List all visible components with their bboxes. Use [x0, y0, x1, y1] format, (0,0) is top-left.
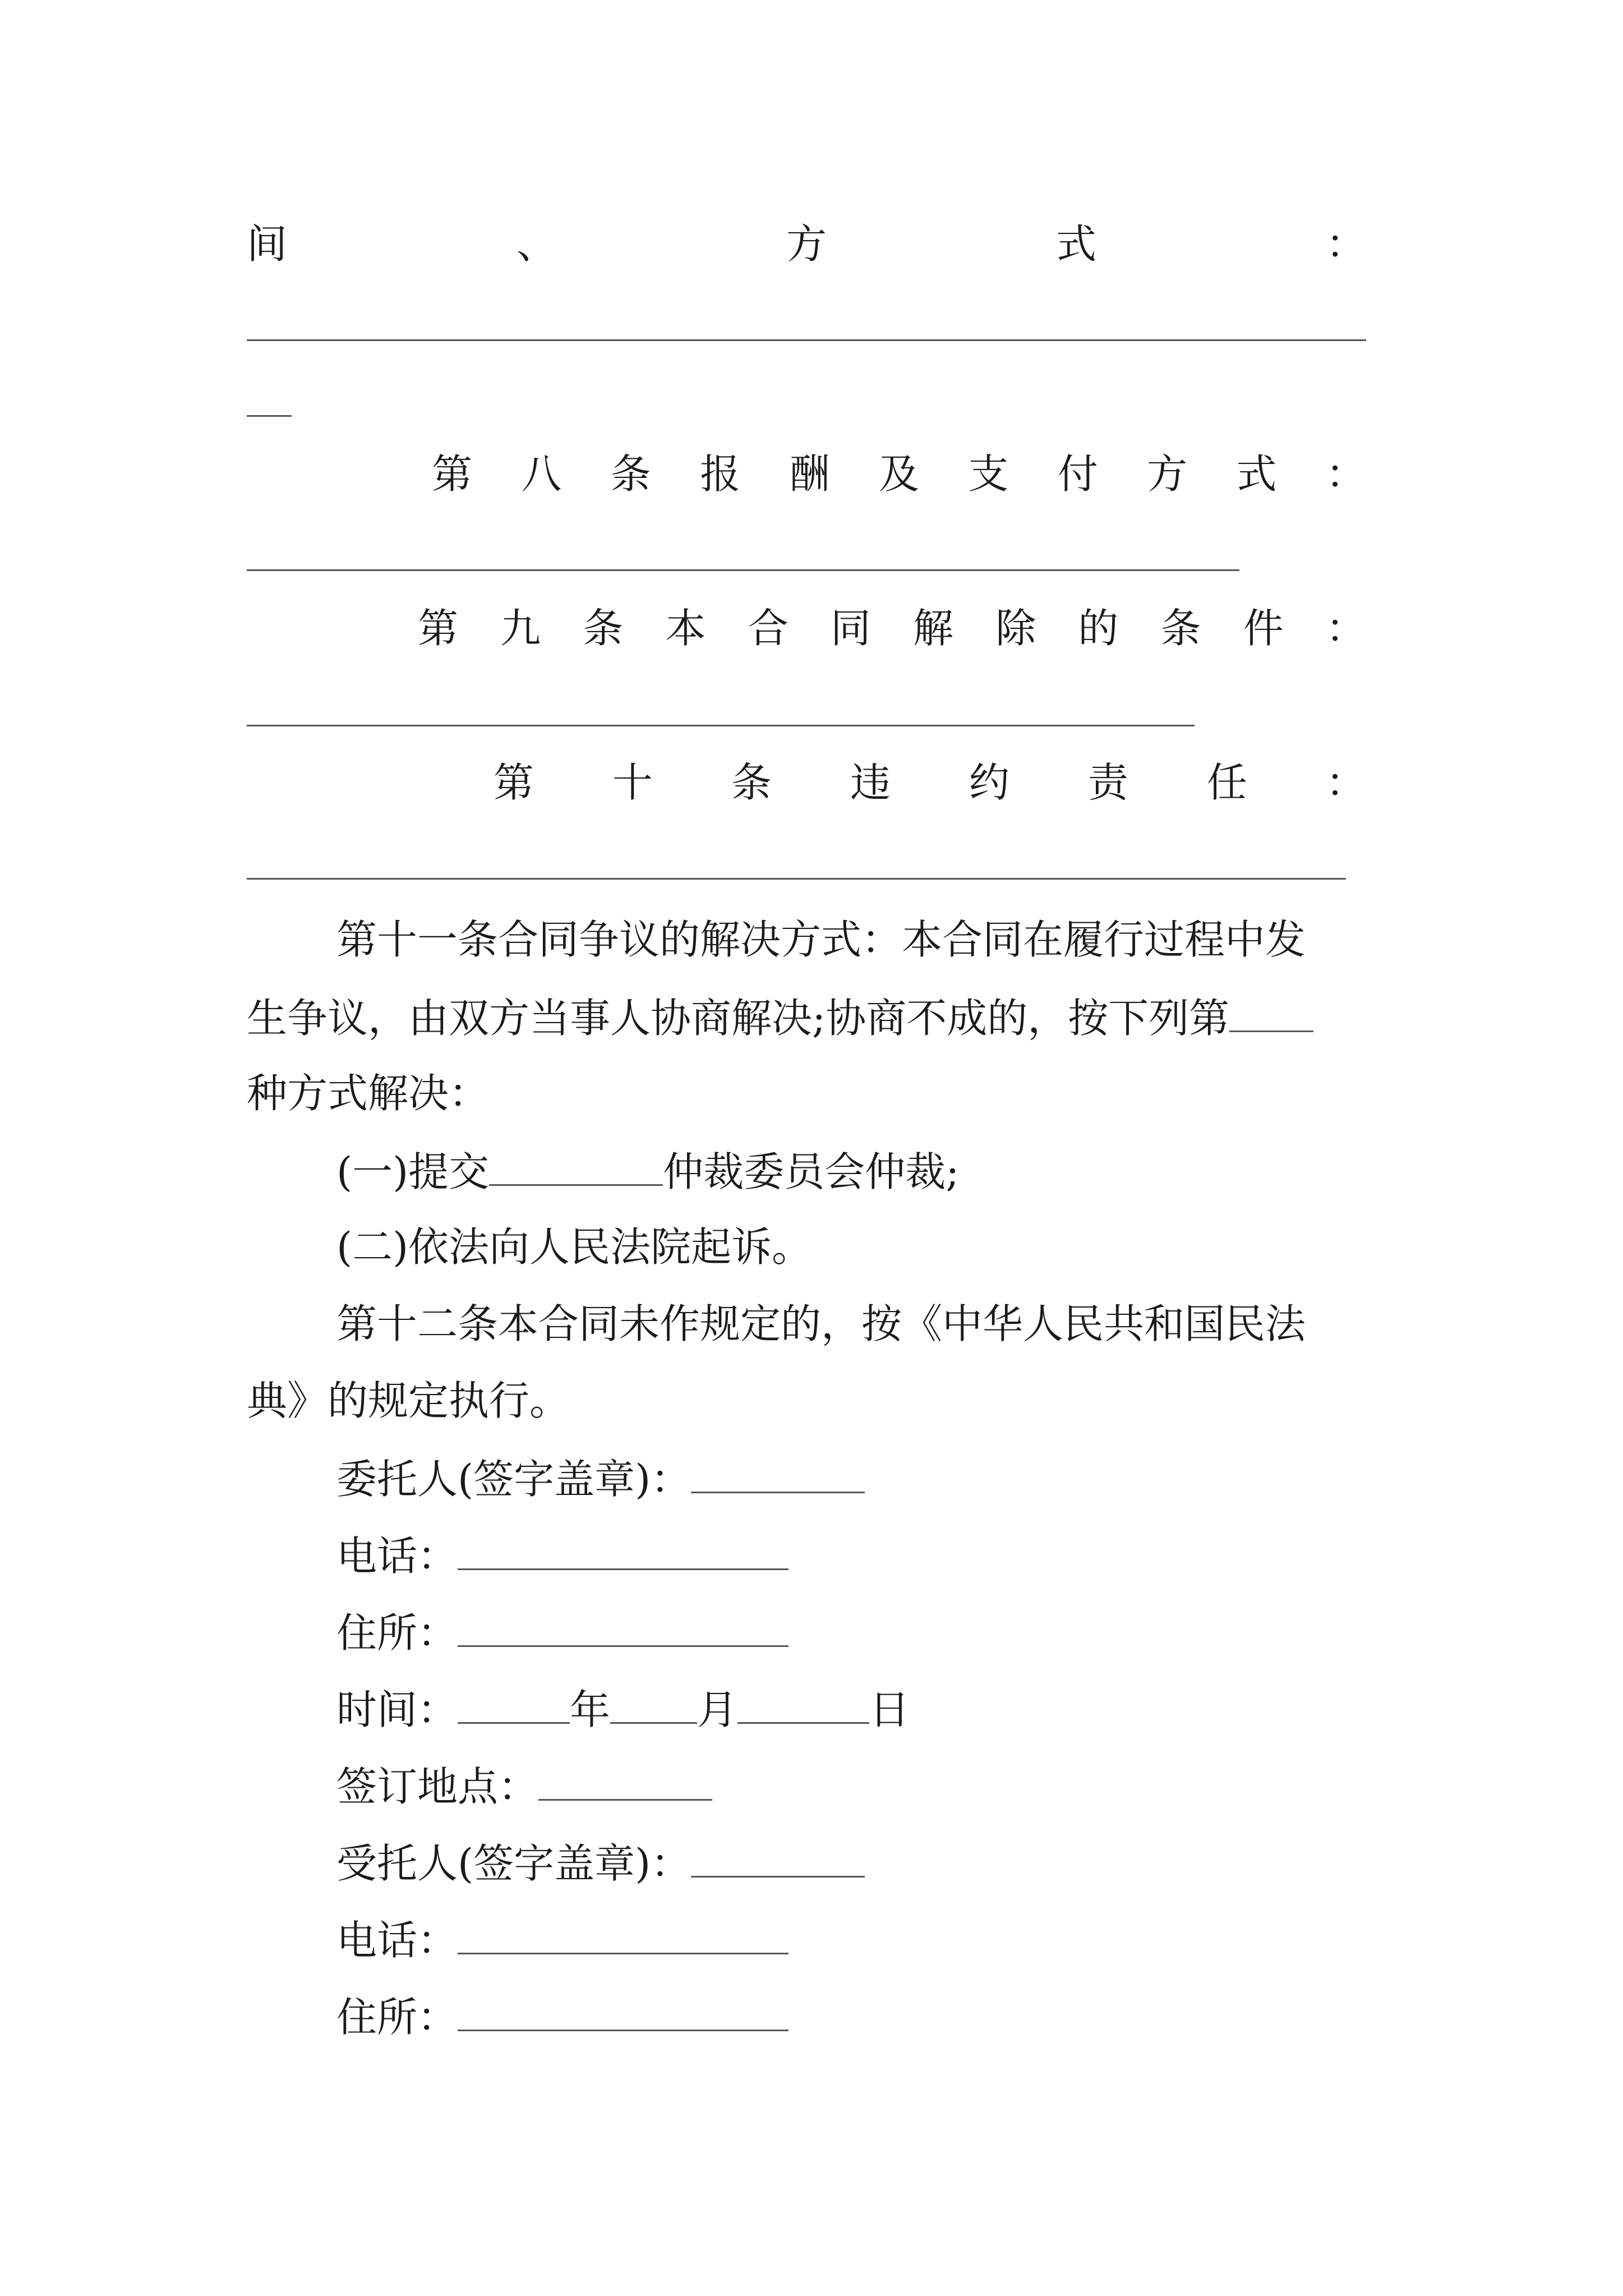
- heading-char: 合: [748, 605, 789, 652]
- address-label: 住所：: [336, 1994, 458, 2041]
- article-11-option-1: [336, 1145, 959, 1197]
- article-11-option-2: (二)依法向人民法院起诉。: [336, 1223, 813, 1271]
- signing-place-blank[interactable]: [538, 1760, 712, 1801]
- article-10-heading: [494, 757, 1366, 808]
- heading-char: 九: [500, 605, 541, 652]
- heading-char: 报: [700, 450, 741, 498]
- heading-char: 任: [1206, 759, 1247, 806]
- heading-char: 方: [786, 220, 827, 268]
- article-12-line-1: 第十二条本合同未作规定的，按《中华人民共和国民法: [336, 1300, 1306, 1347]
- heading-char: 第: [494, 759, 534, 806]
- agent-address-row: [336, 1990, 789, 2042]
- heading-char: 条: [1160, 605, 1201, 652]
- fill-line: [247, 415, 292, 417]
- principal-signature-blank[interactable]: [691, 1452, 865, 1493]
- article-11-line-2: [247, 991, 1313, 1043]
- heading-char: 酬: [789, 450, 830, 498]
- agent-phone-row: [336, 1913, 789, 1966]
- heading-char: ：: [1325, 605, 1366, 652]
- heading-char: 十: [612, 759, 653, 806]
- time-row: [336, 1683, 910, 1735]
- heading-char: 第: [418, 605, 459, 652]
- heading-char: 、: [516, 220, 557, 268]
- heading-char: 解: [913, 605, 954, 652]
- method-number-blank[interactable]: [1229, 991, 1313, 1032]
- year-blank[interactable]: [458, 1683, 570, 1724]
- principal-phone-blank[interactable]: [458, 1529, 789, 1570]
- signing-place-row: [336, 1760, 712, 1812]
- justified-line-top: [247, 219, 1366, 269]
- heading-char: 及: [878, 450, 919, 498]
- heading-char: 方: [1147, 450, 1188, 498]
- year-label: 年: [570, 1686, 611, 1733]
- fill-line: [247, 339, 1366, 341]
- principal-phone-row: [336, 1529, 789, 1581]
- phone-label: 电话：: [336, 1533, 458, 1580]
- heading-char: 条: [610, 450, 651, 498]
- heading-char: 条: [731, 759, 772, 806]
- heading-char: ：: [1325, 220, 1366, 268]
- principal-address-row: [336, 1606, 789, 1658]
- principal-signature-row: [336, 1452, 865, 1504]
- option-1-prefix: (一)提交: [336, 1148, 490, 1195]
- article-9-heading: [418, 603, 1366, 654]
- heading-char: 八: [521, 450, 562, 498]
- heading-char: 式: [1055, 220, 1096, 268]
- heading-char: 除: [995, 605, 1036, 652]
- article-12-line-2: 典》的规定执行。: [247, 1377, 570, 1424]
- agent-phone-blank[interactable]: [458, 1913, 789, 1954]
- article-8-heading: [432, 449, 1366, 499]
- day-blank[interactable]: [737, 1683, 869, 1724]
- agent-signature-blank[interactable]: [691, 1837, 865, 1878]
- heading-char: 间: [247, 220, 288, 268]
- fill-line: [247, 725, 1195, 726]
- heading-char: ：: [1325, 759, 1366, 806]
- principal-address-blank[interactable]: [458, 1606, 789, 1647]
- fill-line: [247, 569, 1239, 571]
- heading-char: 违: [850, 759, 891, 806]
- heading-char: 式: [1236, 450, 1277, 498]
- option-1-suffix: 仲裁委员会仲裁;: [663, 1148, 960, 1195]
- heading-char: 约: [969, 759, 1009, 806]
- signing-place-label: 签订地点：: [336, 1763, 539, 1810]
- heading-char: 件: [1243, 605, 1284, 652]
- heading-char: 同: [830, 605, 871, 652]
- heading-char: 支: [968, 450, 1009, 498]
- heading-char: ：: [1325, 450, 1366, 498]
- heading-char: 第: [432, 450, 473, 498]
- agent-address-blank[interactable]: [458, 1990, 789, 2031]
- heading-char: 付: [1057, 450, 1098, 498]
- address-label: 住所：: [336, 1609, 458, 1657]
- heading-char: 责: [1087, 759, 1128, 806]
- heading-char: 的: [1078, 605, 1119, 652]
- arbitration-committee-blank[interactable]: [489, 1145, 663, 1186]
- article-11-line-2-text: 生争议，由双方当事人协商解决;协商不成的，按下列第: [247, 995, 1230, 1042]
- agent-label: 受托人(签字盖章)：: [336, 1840, 691, 1887]
- article-11-line-1: 第十一条合同争议的解决方式：本合同在履行过程中发: [336, 916, 1306, 963]
- heading-char: 条: [583, 605, 624, 652]
- month-blank[interactable]: [610, 1683, 697, 1724]
- article-11-line-3: 种方式解决：: [247, 1070, 490, 1117]
- fill-line: [247, 878, 1346, 880]
- heading-char: 本: [665, 605, 706, 652]
- month-label: 月: [697, 1686, 738, 1733]
- time-label: 时间：: [336, 1686, 458, 1733]
- day-label: 日: [869, 1686, 910, 1733]
- agent-signature-row: [336, 1837, 865, 1889]
- phone-label: 电话：: [336, 1917, 458, 1964]
- principal-label: 委托人(签字盖章)：: [336, 1456, 691, 1503]
